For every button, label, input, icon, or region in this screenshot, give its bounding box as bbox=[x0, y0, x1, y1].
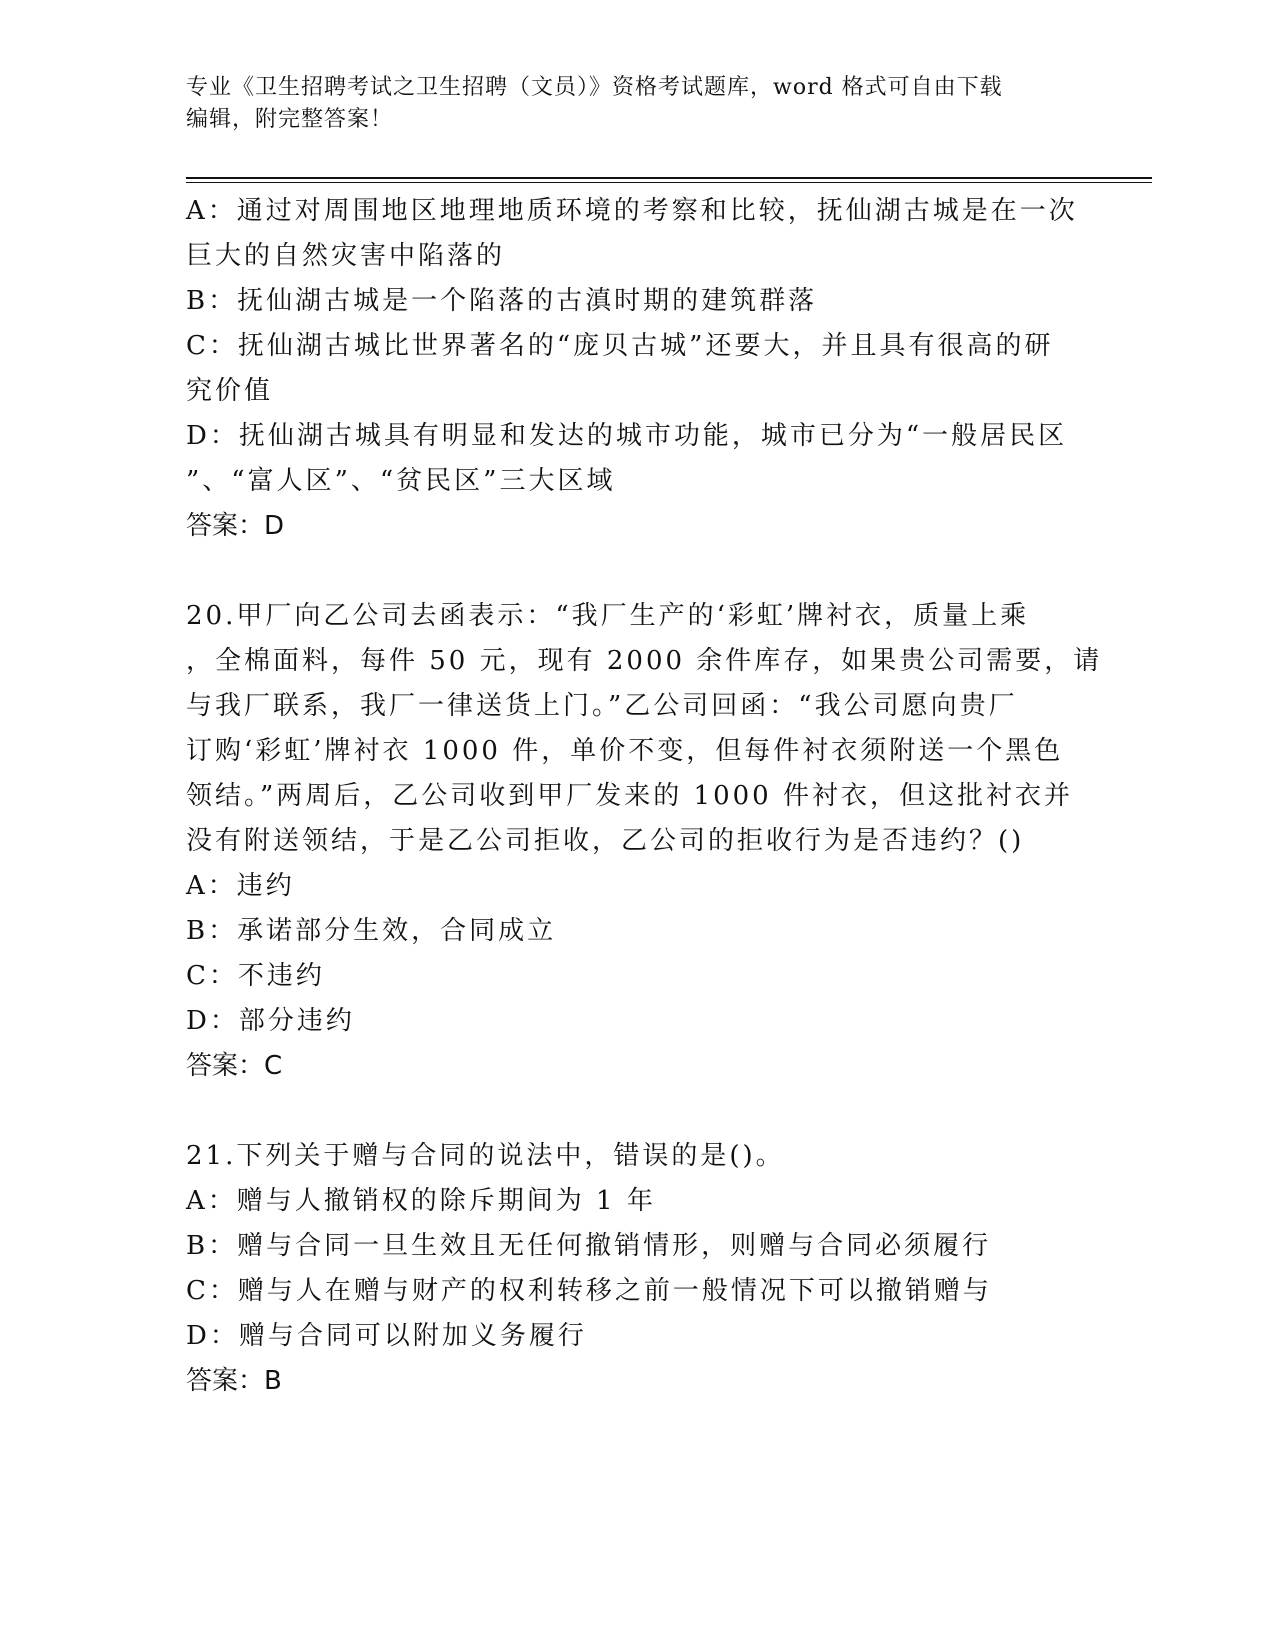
question-20-line-4: 订购‘彩虹’牌衬衣 1000 件，单价不变，但每件衬衣须附送一个黑色 bbox=[186, 736, 1064, 766]
option-d-line-1: D：抚仙湖古城具有明显和发达的城市功能，城市已分为“一般居民区 bbox=[186, 421, 1068, 451]
option-d: D：赠与合同可以附加义务履行 bbox=[186, 1321, 587, 1351]
spacer bbox=[186, 549, 1086, 594]
question-20-line-6: 没有附送领结，于是乙公司拒收，乙公司的拒收行为是否违约？() bbox=[186, 826, 1025, 856]
header-line-2: 编辑，附完整答案！ bbox=[186, 107, 394, 132]
question-20 bbox=[186, 594, 1103, 1089]
option-c-line-2: 究价值 bbox=[186, 376, 274, 406]
answer-21: 答案：B bbox=[186, 1366, 282, 1396]
option-b: B：承诺部分生效，合同成立 bbox=[186, 916, 557, 946]
option-b: B：抚仙湖古城是一个陷落的古滇时期的建筑群落 bbox=[186, 286, 818, 316]
header-line-1: 专业《卫生招聘考试之卫生招聘（文员）》资格考试题库，word 格式可自由下载 bbox=[186, 75, 1003, 100]
question-20-line-3: 与我厂联系，我厂一律送货上门。”乙公司回函：“我公司愿向贵厂 bbox=[186, 691, 1018, 721]
question-20-line-1: 20.甲厂向乙公司去函表示：“我厂生产的‘彩虹’牌衬衣，质量上乘 bbox=[186, 601, 1030, 631]
question-content bbox=[186, 189, 1103, 1404]
document-header bbox=[186, 72, 1066, 136]
header-rule-thin bbox=[186, 182, 1152, 183]
answer-20: 答案：C bbox=[186, 1051, 283, 1081]
option-c-line-1: C：抚仙湖古城比世界著名的“庞贝古城”还要大，并且具有很高的研 bbox=[186, 331, 1054, 361]
option-a: A：违约 bbox=[186, 871, 295, 901]
header-rule-thick bbox=[186, 177, 1152, 179]
option-a-line-1: A：通过对周围地区地理地质环境的考察和比较，抚仙湖古城是在一次 bbox=[186, 196, 1078, 226]
option-c: C：不违约 bbox=[186, 961, 325, 991]
spacer bbox=[186, 1089, 1086, 1134]
question-21-stem: 21.下列关于赠与合同的说法中，错误的是()。 bbox=[186, 1141, 785, 1171]
option-d: D：部分违约 bbox=[186, 1006, 355, 1036]
question-21 bbox=[186, 1134, 1086, 1404]
option-d-line-2: ”、“富人区”、“贫民区”三大区域 bbox=[186, 466, 616, 496]
question-19-options bbox=[186, 189, 1086, 549]
question-20-line-5: 领结。”两周后，乙公司收到甲厂发来的 1000 件衬衣，但这批衬衣并 bbox=[186, 781, 1073, 811]
option-a: A：赠与人撤销权的除斥期间为 1 年 bbox=[186, 1186, 656, 1216]
option-a-line-2: 巨大的自然灾害中陷落的 bbox=[186, 241, 506, 271]
option-c: C：赠与人在赠与财产的权利转移之前一般情况下可以撤销赠与 bbox=[186, 1276, 992, 1306]
answer-19: 答案：D bbox=[186, 511, 285, 541]
option-b: B：赠与合同一旦生效且无任何撤销情形，则赠与合同必须履行 bbox=[186, 1231, 992, 1261]
question-20-line-2: ，全棉面料，每件 50 元，现有 2000 余件库存，如果贵公司需要，请 bbox=[186, 646, 1103, 676]
